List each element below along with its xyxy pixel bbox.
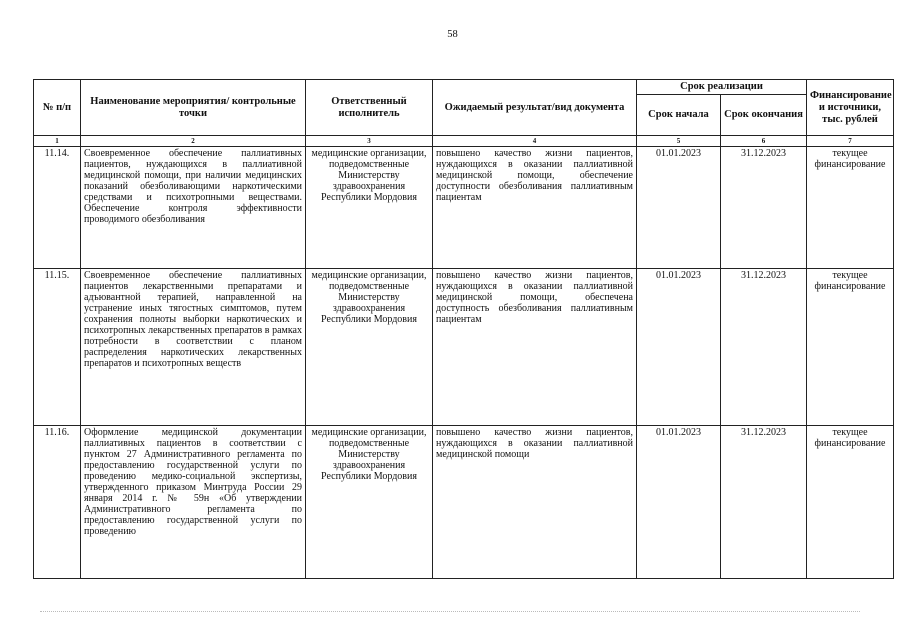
responsible-executor: медицинские организации, подведомственные Министерству здравоохранения Республики Мордовия (306, 147, 433, 269)
start-date: 01.01.2023 (637, 269, 721, 426)
end-date: 31.12.2023 (721, 147, 807, 269)
table-row (34, 426, 894, 579)
column-number: 6 (721, 136, 807, 147)
responsible-executor: медицинские организации, подведомственные Министерству здравоохранения Республики Мордовия (306, 269, 433, 426)
header-period: Срок реализации (637, 80, 807, 95)
column-number: 4 (433, 136, 637, 147)
column-number: 1 (34, 136, 81, 147)
activity-name: Своевременное обеспечение паллиативных пациентов, нуждающихся в паллиативной медицинской помощи, при наличии медицинских показаний обезболивающими наркотическими средствами и психотропными веществами. Обеспечение контроля эффективности проводимого обезболивания (81, 147, 306, 269)
row-number: 11.14. (34, 147, 81, 269)
row-number: 11.16. (34, 426, 81, 579)
end-date: 31.12.2023 (721, 426, 807, 579)
column-number: 2 (81, 136, 306, 147)
column-number: 7 (807, 136, 894, 147)
activities-table (33, 79, 894, 579)
column-number: 5 (637, 136, 721, 147)
financing: текущее финансирование (807, 269, 894, 426)
end-date: 31.12.2023 (721, 269, 807, 426)
financing: текущее финансирование (807, 147, 894, 269)
row-number: 11.15. (34, 269, 81, 426)
header-start: Срок начала (637, 95, 721, 136)
financing: текущее финансирование (807, 426, 894, 579)
header-num: № п/п (34, 80, 81, 136)
responsible-executor: медицинские организации, подведомственные Министерству здравоохранения Республики Мордовия (306, 426, 433, 579)
table-row (34, 147, 894, 269)
column-number-row (34, 136, 894, 147)
expected-result: повышено качество жизни пациентов, нуждающихся в оказании паллиативной медицинской помощи, обеспечена доступность обезболивания паллиативным пациентам (433, 269, 637, 426)
header-responsible: Ответственный исполнитель (306, 80, 433, 136)
start-date: 01.01.2023 (637, 426, 721, 579)
expected-result: повышено качество жизни пациентов, нуждающихся в оказании паллиативной медицинской помощи (433, 426, 637, 579)
header-row-top (34, 80, 894, 95)
column-number: 3 (306, 136, 433, 147)
start-date: 01.01.2023 (637, 147, 721, 269)
activity-name: Оформление медицинской документации паллиативных пациентов в соответствии с пунктом 27 Административного регламента по предоставлению государственной услуги по проведению медико-социальной экспертизы, утвержденного приказом Минтруда России 29 января 2014 г. № 59н «Об утверждении Административного регламента по предоставлению государственной услуги по проведению (81, 426, 306, 579)
page-number: 58 (447, 29, 458, 40)
activity-name: Своевременное обеспечение паллиативных пациентов лекарственными препаратами и адъювантной терапией, направленной на устранение иных тягостных симптомов, путем сохранения полноты выборки наркотических и психотропных лекарственных препаратов в рамках потребности в соответствии с планом распределения наркотических лекарственных препаратов и психотропных веществ (81, 269, 306, 426)
header-result: Ожидаемый результат/вид документа (433, 80, 637, 136)
table-row (34, 269, 894, 426)
header-name: Наименование мероприятия/ контрольные точки (81, 80, 306, 136)
scan-artifact-line (40, 611, 860, 616)
header-end: Срок окончания (721, 95, 807, 136)
expected-result: повышено качество жизни пациентов, нуждающихся в оказании паллиативной медицинской помощи, обеспечение доступности обезболивания паллиативным пациентам (433, 147, 637, 269)
header-finance: Финансирование и источники, тыс. рублей (807, 80, 894, 136)
